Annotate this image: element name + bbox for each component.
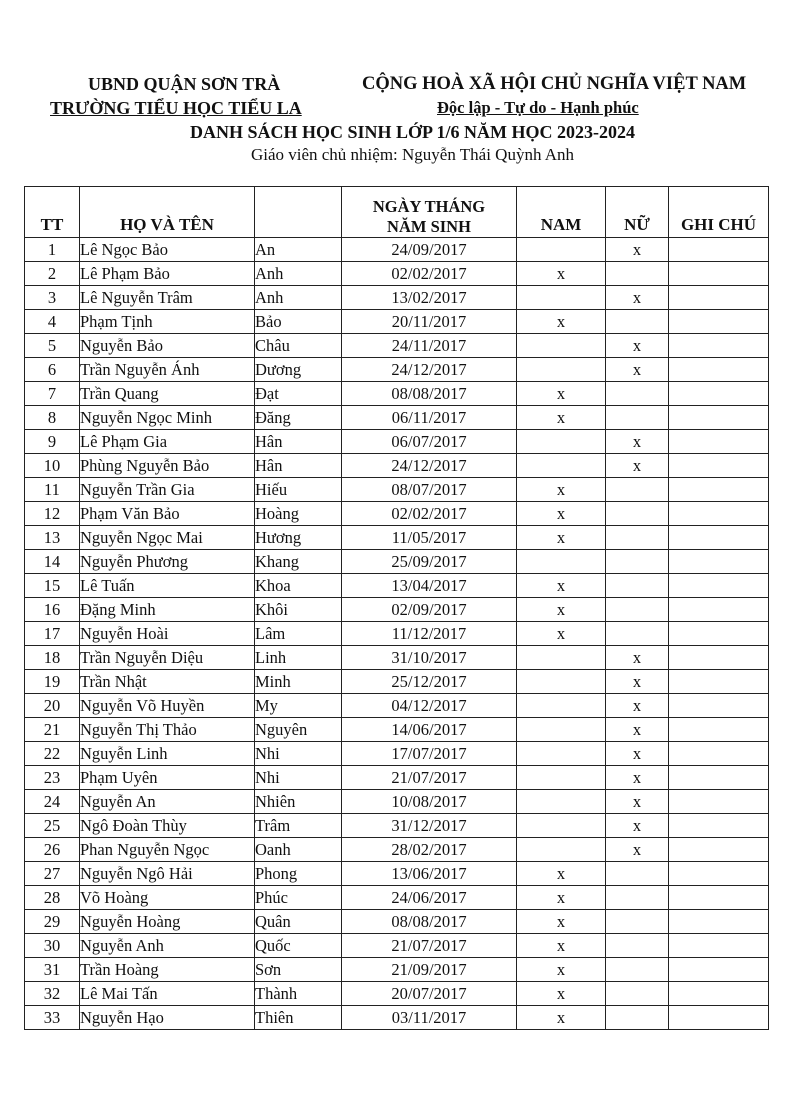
male-mark	[517, 238, 606, 262]
male-mark: x	[517, 262, 606, 286]
student-dob: 25/12/2017	[342, 670, 517, 694]
student-surname: Đặng Minh	[80, 598, 255, 622]
student-surname: Trần Quang	[80, 382, 255, 406]
female-mark	[606, 982, 669, 1006]
student-number: 29	[25, 910, 80, 934]
female-mark	[606, 1006, 669, 1030]
male-mark: x	[517, 934, 606, 958]
student-number: 22	[25, 742, 80, 766]
male-mark	[517, 790, 606, 814]
student-given-name: Anh	[255, 262, 342, 286]
student-dob: 24/12/2017	[342, 454, 517, 478]
male-mark: x	[517, 406, 606, 430]
female-mark	[606, 862, 669, 886]
student-note	[669, 478, 769, 502]
student-surname: Trần Nhật	[80, 670, 255, 694]
female-mark	[606, 382, 669, 406]
student-given-name: Minh	[255, 670, 342, 694]
table-row	[25, 814, 769, 838]
student-given-name: Hiếu	[255, 478, 342, 502]
student-number: 2	[25, 262, 80, 286]
female-mark	[606, 526, 669, 550]
female-mark: x	[606, 238, 669, 262]
student-given-name: My	[255, 694, 342, 718]
female-mark	[606, 574, 669, 598]
student-note	[669, 742, 769, 766]
student-given-name: Nguyên	[255, 718, 342, 742]
female-mark: x	[606, 286, 669, 310]
female-mark	[606, 262, 669, 286]
student-dob: 13/04/2017	[342, 574, 517, 598]
student-surname: Lê Phạm Gia	[80, 430, 255, 454]
student-dob: 24/06/2017	[342, 886, 517, 910]
student-number: 33	[25, 1006, 80, 1030]
table-row	[25, 454, 769, 478]
table-row	[25, 382, 769, 406]
male-mark	[517, 646, 606, 670]
student-given-name: Phong	[255, 862, 342, 886]
student-note	[669, 502, 769, 526]
student-number: 14	[25, 550, 80, 574]
male-mark: x	[517, 886, 606, 910]
student-given-name: Lâm	[255, 622, 342, 646]
student-dob: 04/12/2017	[342, 694, 517, 718]
student-rows	[25, 238, 769, 1030]
female-mark	[606, 598, 669, 622]
student-number: 7	[25, 382, 80, 406]
student-number: 17	[25, 622, 80, 646]
female-mark: x	[606, 358, 669, 382]
male-mark: x	[517, 598, 606, 622]
homeroom-teacher: Giáo viên chủ nhiệm: Nguyễn Thái Quỳnh Anh	[250, 145, 575, 164]
student-note	[669, 238, 769, 262]
student-dob: 21/09/2017	[342, 958, 517, 982]
female-mark	[606, 958, 669, 982]
student-surname: Nguyễn Thị Thảo	[80, 718, 255, 742]
student-number: 30	[25, 934, 80, 958]
male-mark	[517, 286, 606, 310]
table-row	[25, 430, 769, 454]
table-row	[25, 694, 769, 718]
student-number: 8	[25, 406, 80, 430]
table-row	[25, 910, 769, 934]
female-mark	[606, 310, 669, 334]
female-mark	[606, 622, 669, 646]
table-row	[25, 886, 769, 910]
student-number: 26	[25, 838, 80, 862]
table-row	[25, 574, 769, 598]
student-surname: Nguyễn Trần Gia	[80, 478, 255, 502]
column-header-name: HỌ VÀ TÊN	[80, 187, 255, 238]
student-dob: 28/02/2017	[342, 838, 517, 862]
column-header-tt: TT	[25, 187, 80, 238]
table-row	[25, 478, 769, 502]
table-row	[25, 502, 769, 526]
male-mark	[517, 454, 606, 478]
student-dob: 11/12/2017	[342, 622, 517, 646]
table-row	[25, 286, 769, 310]
student-dob: 31/12/2017	[342, 814, 517, 838]
student-surname: Trần Nguyễn Diệu	[80, 646, 255, 670]
student-number: 5	[25, 334, 80, 358]
student-given-name: Nhiên	[255, 790, 342, 814]
column-header-male: NAM	[517, 187, 606, 238]
student-number: 19	[25, 670, 80, 694]
table-row	[25, 982, 769, 1006]
student-dob: 31/10/2017	[342, 646, 517, 670]
table-row	[25, 550, 769, 574]
student-given-name: Quân	[255, 910, 342, 934]
student-number: 25	[25, 814, 80, 838]
student-dob: 08/08/2017	[342, 382, 517, 406]
female-mark: x	[606, 838, 669, 862]
table-row	[25, 262, 769, 286]
student-surname: Nguyễn Phương	[80, 550, 255, 574]
table-row	[25, 598, 769, 622]
student-number: 31	[25, 958, 80, 982]
male-mark	[517, 838, 606, 862]
student-number: 24	[25, 790, 80, 814]
student-dob: 24/11/2017	[342, 334, 517, 358]
student-number: 16	[25, 598, 80, 622]
female-mark	[606, 502, 669, 526]
table-row	[25, 934, 769, 958]
female-mark: x	[606, 766, 669, 790]
agency-name: UBND QUẬN SƠN TRÀ	[88, 74, 281, 94]
student-dob: 06/07/2017	[342, 430, 517, 454]
student-dob: 13/02/2017	[342, 286, 517, 310]
male-mark	[517, 550, 606, 574]
student-dob: 24/09/2017	[342, 238, 517, 262]
student-number: 23	[25, 766, 80, 790]
female-mark	[606, 886, 669, 910]
student-note	[669, 814, 769, 838]
male-mark: x	[517, 958, 606, 982]
student-note	[669, 910, 769, 934]
male-mark	[517, 334, 606, 358]
male-mark	[517, 742, 606, 766]
student-surname: Nguyễn Ngô Hải	[80, 862, 255, 886]
student-dob: 17/07/2017	[342, 742, 517, 766]
student-given-name: Nhi	[255, 742, 342, 766]
student-given-name: Hân	[255, 454, 342, 478]
student-number: 1	[25, 238, 80, 262]
table-row	[25, 766, 769, 790]
column-header-dob	[342, 187, 517, 238]
student-number: 12	[25, 502, 80, 526]
student-note	[669, 550, 769, 574]
student-note	[669, 334, 769, 358]
table-row	[25, 646, 769, 670]
student-surname: Nguyễn Bảo	[80, 334, 255, 358]
student-given-name: An	[255, 238, 342, 262]
student-given-name: Đăng	[255, 406, 342, 430]
student-surname: Nguyễn Ngọc Mai	[80, 526, 255, 550]
female-mark: x	[606, 430, 669, 454]
student-given-name: Trâm	[255, 814, 342, 838]
male-mark: x	[517, 574, 606, 598]
student-table	[24, 186, 769, 1030]
female-mark	[606, 934, 669, 958]
student-note	[669, 262, 769, 286]
male-mark: x	[517, 478, 606, 502]
student-number: 6	[25, 358, 80, 382]
student-dob: 21/07/2017	[342, 934, 517, 958]
student-dob: 21/07/2017	[342, 766, 517, 790]
student-note	[669, 886, 769, 910]
column-header-note: GHI CHÚ	[669, 187, 769, 238]
male-mark: x	[517, 862, 606, 886]
student-given-name: Phúc	[255, 886, 342, 910]
male-mark: x	[517, 622, 606, 646]
female-mark	[606, 478, 669, 502]
student-dob: 03/11/2017	[342, 1006, 517, 1030]
table-row	[25, 718, 769, 742]
document-title: DANH SÁCH HỌC SINH LỚP 1/6 NĂM HỌC 2023-2024	[189, 122, 636, 142]
male-mark: x	[517, 502, 606, 526]
student-number: 15	[25, 574, 80, 598]
table-row	[25, 742, 769, 766]
student-number: 21	[25, 718, 80, 742]
female-mark	[606, 550, 669, 574]
student-note	[669, 406, 769, 430]
student-note	[669, 286, 769, 310]
student-dob: 08/08/2017	[342, 910, 517, 934]
table-row	[25, 622, 769, 646]
student-note	[669, 358, 769, 382]
student-dob: 02/02/2017	[342, 502, 517, 526]
student-given-name: Thiên	[255, 1006, 342, 1030]
school-name: TRƯỜNG TIỂU HỌC TIỂU LA	[50, 98, 302, 118]
student-given-name: Châu	[255, 334, 342, 358]
student-number: 4	[25, 310, 80, 334]
student-note	[669, 790, 769, 814]
student-note	[669, 454, 769, 478]
student-note	[669, 670, 769, 694]
table-row	[25, 526, 769, 550]
student-note	[669, 382, 769, 406]
male-mark	[517, 430, 606, 454]
student-note	[669, 310, 769, 334]
student-number: 18	[25, 646, 80, 670]
student-surname: Trần Nguyễn Ánh	[80, 358, 255, 382]
student-given-name: Thành	[255, 982, 342, 1006]
student-dob: 14/06/2017	[342, 718, 517, 742]
student-note	[669, 694, 769, 718]
student-given-name: Nhi	[255, 766, 342, 790]
female-mark: x	[606, 742, 669, 766]
student-number: 3	[25, 286, 80, 310]
student-surname: Nguyễn Võ Huyền	[80, 694, 255, 718]
student-surname: Lê Ngọc Bảo	[80, 238, 255, 262]
column-header-dob-line2: NĂM SINH	[387, 217, 471, 236]
male-mark	[517, 358, 606, 382]
student-dob: 25/09/2017	[342, 550, 517, 574]
column-header-given-name	[255, 187, 342, 238]
student-given-name: Sơn	[255, 958, 342, 982]
student-dob: 08/07/2017	[342, 478, 517, 502]
student-surname: Ngô Đoàn Thùy	[80, 814, 255, 838]
student-surname: Lê Nguyễn Trâm	[80, 286, 255, 310]
student-note	[669, 934, 769, 958]
male-mark	[517, 670, 606, 694]
table-row	[25, 790, 769, 814]
male-mark	[517, 694, 606, 718]
student-number: 9	[25, 430, 80, 454]
student-surname: Nguyễn Hoàng	[80, 910, 255, 934]
table-row	[25, 334, 769, 358]
student-note	[669, 1006, 769, 1030]
student-given-name: Hân	[255, 430, 342, 454]
student-note	[669, 526, 769, 550]
table-row	[25, 670, 769, 694]
female-mark: x	[606, 454, 669, 478]
student-given-name: Linh	[255, 646, 342, 670]
table-row	[25, 958, 769, 982]
table-header-row	[25, 187, 769, 238]
table-row	[25, 406, 769, 430]
student-dob: 20/11/2017	[342, 310, 517, 334]
student-dob: 06/11/2017	[342, 406, 517, 430]
student-given-name: Hương	[255, 526, 342, 550]
student-note	[669, 598, 769, 622]
female-mark: x	[606, 790, 669, 814]
student-surname: Phạm Văn Bảo	[80, 502, 255, 526]
student-surname: Nguyễn An	[80, 790, 255, 814]
student-dob: 20/07/2017	[342, 982, 517, 1006]
table-row	[25, 310, 769, 334]
student-note	[669, 430, 769, 454]
student-surname: Phạm Tịnh	[80, 310, 255, 334]
student-given-name: Khang	[255, 550, 342, 574]
student-given-name: Quốc	[255, 934, 342, 958]
female-mark: x	[606, 334, 669, 358]
student-given-name: Khoa	[255, 574, 342, 598]
student-surname: Nguyễn Ngọc Minh	[80, 406, 255, 430]
student-given-name: Bảo	[255, 310, 342, 334]
table-row	[25, 238, 769, 262]
student-number: 32	[25, 982, 80, 1006]
student-given-name: Dương	[255, 358, 342, 382]
male-mark: x	[517, 526, 606, 550]
student-dob: 24/12/2017	[342, 358, 517, 382]
student-surname: Phạm Uyên	[80, 766, 255, 790]
student-given-name: Oanh	[255, 838, 342, 862]
student-given-name: Đạt	[255, 382, 342, 406]
table-row	[25, 358, 769, 382]
student-number: 13	[25, 526, 80, 550]
student-number: 11	[25, 478, 80, 502]
student-note	[669, 838, 769, 862]
female-mark: x	[606, 694, 669, 718]
student-number: 28	[25, 886, 80, 910]
student-surname: Nguyễn Linh	[80, 742, 255, 766]
female-mark	[606, 910, 669, 934]
student-note	[669, 574, 769, 598]
student-dob: 02/09/2017	[342, 598, 517, 622]
male-mark	[517, 718, 606, 742]
student-surname: Lê Phạm Bảo	[80, 262, 255, 286]
student-note	[669, 862, 769, 886]
student-number: 27	[25, 862, 80, 886]
student-given-name: Anh	[255, 286, 342, 310]
student-note	[669, 718, 769, 742]
student-surname: Trần Hoàng	[80, 958, 255, 982]
male-mark	[517, 766, 606, 790]
male-mark: x	[517, 382, 606, 406]
male-mark	[517, 814, 606, 838]
column-header-female: NỮ	[606, 187, 669, 238]
student-dob: 11/05/2017	[342, 526, 517, 550]
student-surname: Lê Tuấn	[80, 574, 255, 598]
student-given-name: Hoàng	[255, 502, 342, 526]
male-mark: x	[517, 310, 606, 334]
female-mark: x	[606, 814, 669, 838]
student-dob: 02/02/2017	[342, 262, 517, 286]
student-note	[669, 958, 769, 982]
student-surname: Phùng Nguyễn Bảo	[80, 454, 255, 478]
student-number: 20	[25, 694, 80, 718]
student-dob: 13/06/2017	[342, 862, 517, 886]
table-row	[25, 838, 769, 862]
male-mark: x	[517, 1006, 606, 1030]
female-mark: x	[606, 718, 669, 742]
table-row	[25, 862, 769, 886]
nation-name: CỘNG HOÀ XÃ HỘI CHỦ NGHĨA VIỆT NAM	[362, 74, 747, 94]
table-row	[25, 1006, 769, 1030]
student-surname: Võ Hoàng	[80, 886, 255, 910]
student-given-name: Khôi	[255, 598, 342, 622]
student-surname: Nguyễn Anh	[80, 934, 255, 958]
male-mark: x	[517, 910, 606, 934]
student-note	[669, 646, 769, 670]
national-motto: Độc lập - Tự do - Hạnh phúc	[437, 98, 639, 117]
male-mark: x	[517, 982, 606, 1006]
student-surname: Lê Mai Tấn	[80, 982, 255, 1006]
student-note	[669, 982, 769, 1006]
student-dob: 10/08/2017	[342, 790, 517, 814]
column-header-dob-line1: NGÀY THÁNG	[372, 197, 486, 216]
student-note	[669, 622, 769, 646]
female-mark: x	[606, 646, 669, 670]
female-mark	[606, 406, 669, 430]
student-surname: Phan Nguyễn Ngọc	[80, 838, 255, 862]
student-number: 10	[25, 454, 80, 478]
female-mark: x	[606, 670, 669, 694]
student-surname: Nguyễn Hạo	[80, 1006, 255, 1030]
student-surname: Nguyễn Hoài	[80, 622, 255, 646]
student-note	[669, 766, 769, 790]
